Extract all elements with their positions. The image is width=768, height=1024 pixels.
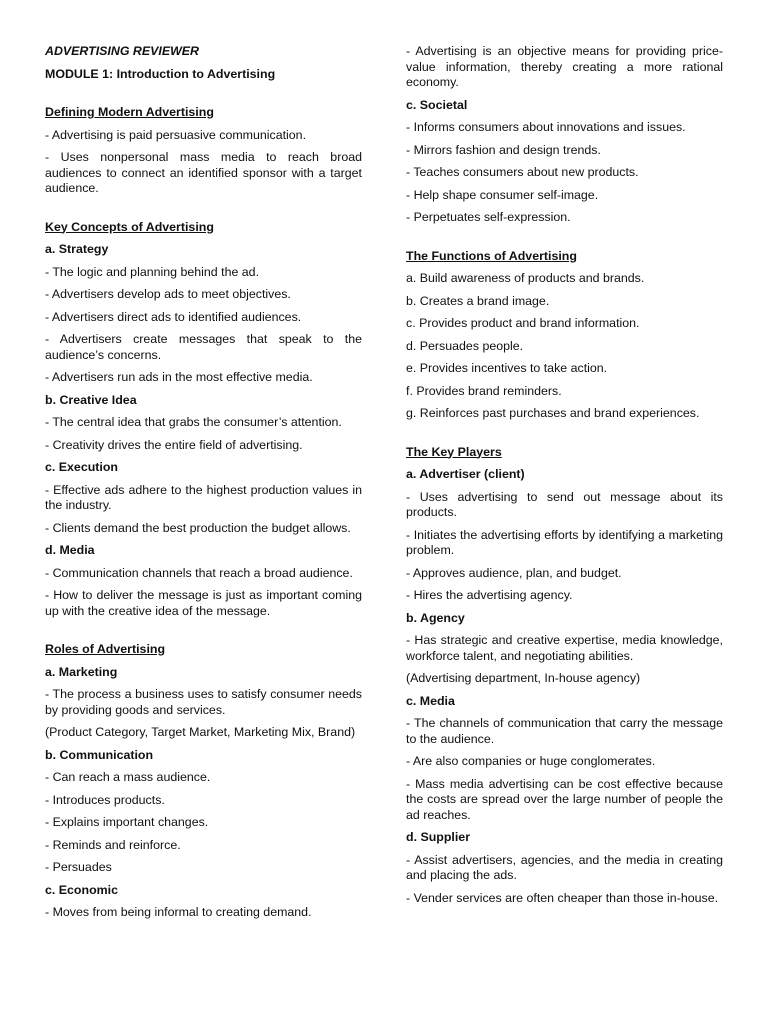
section	[406, 44, 723, 226]
section	[406, 445, 723, 907]
section	[45, 642, 362, 921]
paragraph: - Initiates the advertising efforts by identifying a marketing problem.	[406, 527, 723, 557]
paragraph: - The process a business uses to satisfy consumer needs by providing goods and services.	[45, 687, 362, 717]
paragraph: - Advertising is an objective means for providing price-value information, thereby creating a more rational economy.	[406, 44, 723, 89]
paragraph: - Vender services are often cheaper than those in-house.	[406, 890, 719, 905]
subheading: a. Marketing	[45, 664, 118, 679]
paragraph: - Advertisers run ads in the most effective media.	[45, 370, 313, 384]
paragraph: a. Build awareness of products and brands.	[406, 271, 645, 285]
paragraph: g. Reinforces past purchases and brand experiences.	[406, 406, 700, 420]
paragraph: - Perpetuates self-expression.	[406, 210, 571, 224]
paragraph: - Can reach a mass audience.	[45, 770, 211, 784]
paragraph: - Help shape consumer self-image.	[406, 187, 599, 202]
paragraph: - Moves from being informal to creating demand.	[45, 905, 312, 919]
paragraph: - Informs consumers about innovations and issues.	[406, 120, 686, 134]
paragraph: - Are also companies or huge conglomerates.	[406, 754, 656, 768]
section-title: Roles of Advertising	[45, 642, 166, 656]
paragraph: - Assist advertisers, agencies, and the media in creating and placing the ads.	[406, 852, 723, 882]
module-heading: MODULE 1: Introduction to Advertising	[45, 66, 276, 81]
paragraph: - The channels of communication that carry the message to the audience.	[406, 716, 723, 746]
paragraph: - Has strategic and creative expertise, media knowledge, workforce talent, and negotiating abilities.	[406, 633, 723, 663]
subheading: d. Supplier	[406, 830, 471, 844]
document-title: ADVERTISING REVIEWER	[45, 44, 199, 58]
subheading: c. Economic	[45, 882, 118, 897]
paragraph: - The central idea that grabs the consumer’s attention.	[45, 415, 342, 429]
paragraph: - Clients demand the best production the budget allows.	[45, 520, 351, 535]
paragraph: - Advertisers direct ads to identified audiences.	[45, 309, 302, 324]
subheading: c. Societal	[406, 97, 468, 112]
paragraph: b. Creates a brand image.	[406, 293, 550, 308]
right-column-sections	[406, 44, 723, 906]
paragraph: - Introduces products.	[45, 792, 165, 807]
paragraph: - Teaches consumers about new products.	[406, 165, 639, 179]
paragraph: - Uses advertising to send out message about its products.	[406, 489, 723, 519]
paragraph: (Product Category, Target Market, Marketing Mix, Brand)	[45, 725, 356, 739]
subheading: a. Strategy	[45, 242, 109, 256]
paragraph: - Communication channels that reach a broad audience.	[45, 565, 353, 580]
paragraph: - Mirrors fashion and design trends.	[406, 142, 601, 157]
subheading: a. Advertiser (client)	[406, 467, 525, 481]
paragraph: - Persuades	[45, 860, 112, 874]
subheading: c. Media	[406, 693, 455, 708]
left-column-sections	[45, 105, 362, 921]
section	[45, 220, 362, 620]
subheading: b. Agency	[406, 610, 465, 625]
section	[45, 105, 362, 197]
left-column	[45, 44, 362, 928]
right-column	[406, 44, 723, 913]
paragraph: - Advertisers create messages that speak to the audience’s concerns.	[45, 332, 362, 362]
section-title: Key Concepts of Advertising	[45, 219, 214, 234]
paragraph: - Reminds and reinforce.	[45, 837, 181, 852]
subheading: b. Communication	[45, 747, 154, 762]
paragraph: - Approves audience, plan, and budget.	[406, 565, 622, 580]
paragraph: - Effective ads adhere to the highest production values in the industry.	[45, 482, 362, 512]
paragraph: (Advertising department, In-house agency)	[406, 671, 641, 685]
subheading: d. Media	[45, 543, 95, 557]
subheading: c. Execution	[45, 460, 118, 474]
paragraph: f. Provides brand reminders.	[406, 383, 562, 398]
paragraph: - Explains important changes.	[45, 815, 209, 829]
paragraph: c. Provides product and brand information.	[406, 316, 640, 330]
paragraph: - Uses nonpersonal mass media to reach broad audiences to connect an identified sponsor with a target audience.	[45, 150, 362, 195]
section	[406, 249, 723, 422]
subheading: b. Creative Idea	[45, 392, 137, 407]
section-title: The Functions of Advertising	[406, 248, 577, 263]
paragraph: - The logic and planning behind the ad.	[45, 264, 260, 279]
section-title: Defining Modern Advertising	[45, 105, 214, 119]
paragraph: - Advertising is paid persuasive communication.	[45, 127, 307, 142]
section-title: The Key Players	[406, 444, 502, 459]
paragraph: - How to deliver the message is just as important coming up with the creative idea of the message.	[45, 588, 362, 618]
paragraph: e. Provides incentives to take action.	[406, 361, 608, 375]
paragraph: d. Persuades people.	[406, 338, 524, 353]
paragraph: - Creativity drives the entire field of advertising.	[45, 437, 303, 452]
paragraph: - Advertisers develop ads to meet objectives.	[45, 287, 291, 301]
paragraph: - Mass media advertising can be cost effective because the costs are spread over the large number of people the ad reaches.	[406, 776, 723, 822]
paragraph: - Hires the advertising agency.	[406, 588, 573, 602]
